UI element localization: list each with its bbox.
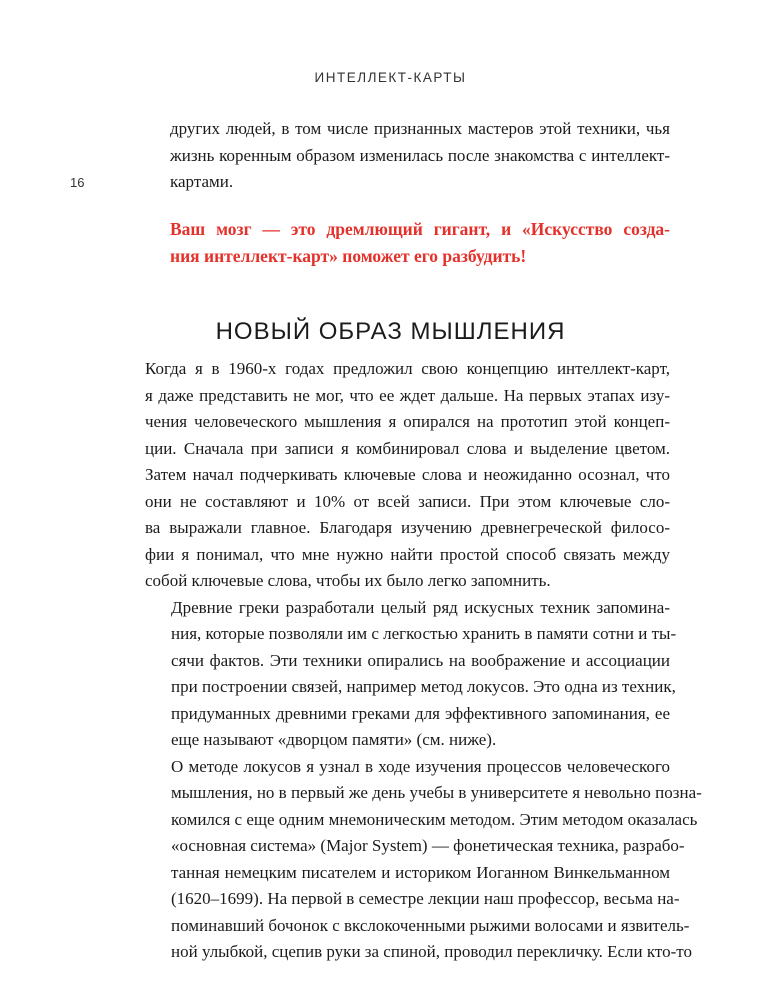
- text-line: ной улыбкой, сцепив руки за спиной, проводил перекличку. Если кто-то: [171, 942, 692, 961]
- text-line: Затем начал подчеркивать ключевые слова и неожиданно осознал, что: [145, 465, 670, 484]
- text-line: фии я понимал, что мне нужно найти простой способ связать между: [145, 544, 670, 564]
- paragraph-1: [145, 356, 670, 595]
- text-line: ния, которые позволяли им с легкостью хранить в памяти сотни и ты-: [171, 624, 677, 643]
- callout-quote: [170, 216, 670, 269]
- text-line: при построении связей, например метод локусов. Это одна из техник,: [171, 677, 676, 696]
- page-number: 16: [70, 175, 85, 190]
- text-line: собой ключевые слова, чтобы их было легко запомнить.: [145, 571, 551, 590]
- text-line: они не составляют и 10% от всей записи. При этом ключевые сло-: [145, 491, 670, 511]
- text-line: ва выражали главное. Благодаря изучению древнегреческой филосо-: [145, 518, 670, 537]
- text-line: мышления, но в первый же день учебы в университете я невольно позна-: [171, 783, 702, 802]
- text-line: Когда я в 1960-х годах предложил свою концепцию интеллект-карт,: [145, 359, 670, 378]
- paragraph-3: [145, 754, 702, 966]
- text-line: комился с еще одним мнемоническим методом. Этим методом оказалась: [171, 809, 698, 829]
- text-line: других людей, в том числе признанных мастеров этой техники, чья: [170, 119, 670, 138]
- callout-line: ния интеллект-карт» поможет его разбудить!: [170, 245, 527, 266]
- callout-line: Ваш мозг — это дремлющий гигант, и «Искусство созда-: [170, 219, 670, 239]
- text-line: еще называют «дворцом памяти» (см. ниже).: [171, 730, 497, 749]
- running-head: ИНТЕЛЛЕКТ-КАРТЫ: [314, 70, 467, 85]
- paragraph-2: [145, 595, 677, 754]
- text-line: поминавший бочонок с вкслокоченными рыжими волосами и язвитель-: [171, 915, 690, 935]
- section-title: НОВЫЙ ОБРАЗ МЫШЛЕНИЯ: [215, 318, 566, 345]
- text-line: ции. Сначала при записи я комбинировал слова и выделение цветом.: [145, 438, 670, 458]
- text-line: картами.: [170, 172, 234, 191]
- text-line: танная немецким писателем и историком Иоганном Винкельманном: [171, 862, 670, 882]
- text-line: сячи фактов. Эти техники опирались на воображение и ассоциации: [171, 650, 670, 670]
- text-line: придуманных древними греками для эффективного запоминания, ее: [171, 703, 670, 723]
- body-text: [145, 356, 702, 966]
- text-line: О методе локусов я узнал в ходе изучения процессов человеческого: [171, 756, 670, 776]
- text-line: я даже представить не мог, что ее ждет дальше. На первых этапах изу-: [145, 385, 670, 405]
- text-line: (1620–1699). На первой в семестре лекции наш профессор, весьма на-: [171, 889, 680, 908]
- intro-paragraph: [170, 116, 670, 196]
- text-line: Древние греки разработали целый ряд искусных техник запомина-: [171, 597, 670, 617]
- text-line: «основная система» (Major System) — фонетическая техника, разрабо-: [171, 836, 685, 855]
- text-line: чения человеческого мышления я опирался на прототип этой концеп-: [145, 412, 670, 431]
- text-line: жизнь коренным образом изменилась после знакомства с интеллект-: [170, 145, 670, 165]
